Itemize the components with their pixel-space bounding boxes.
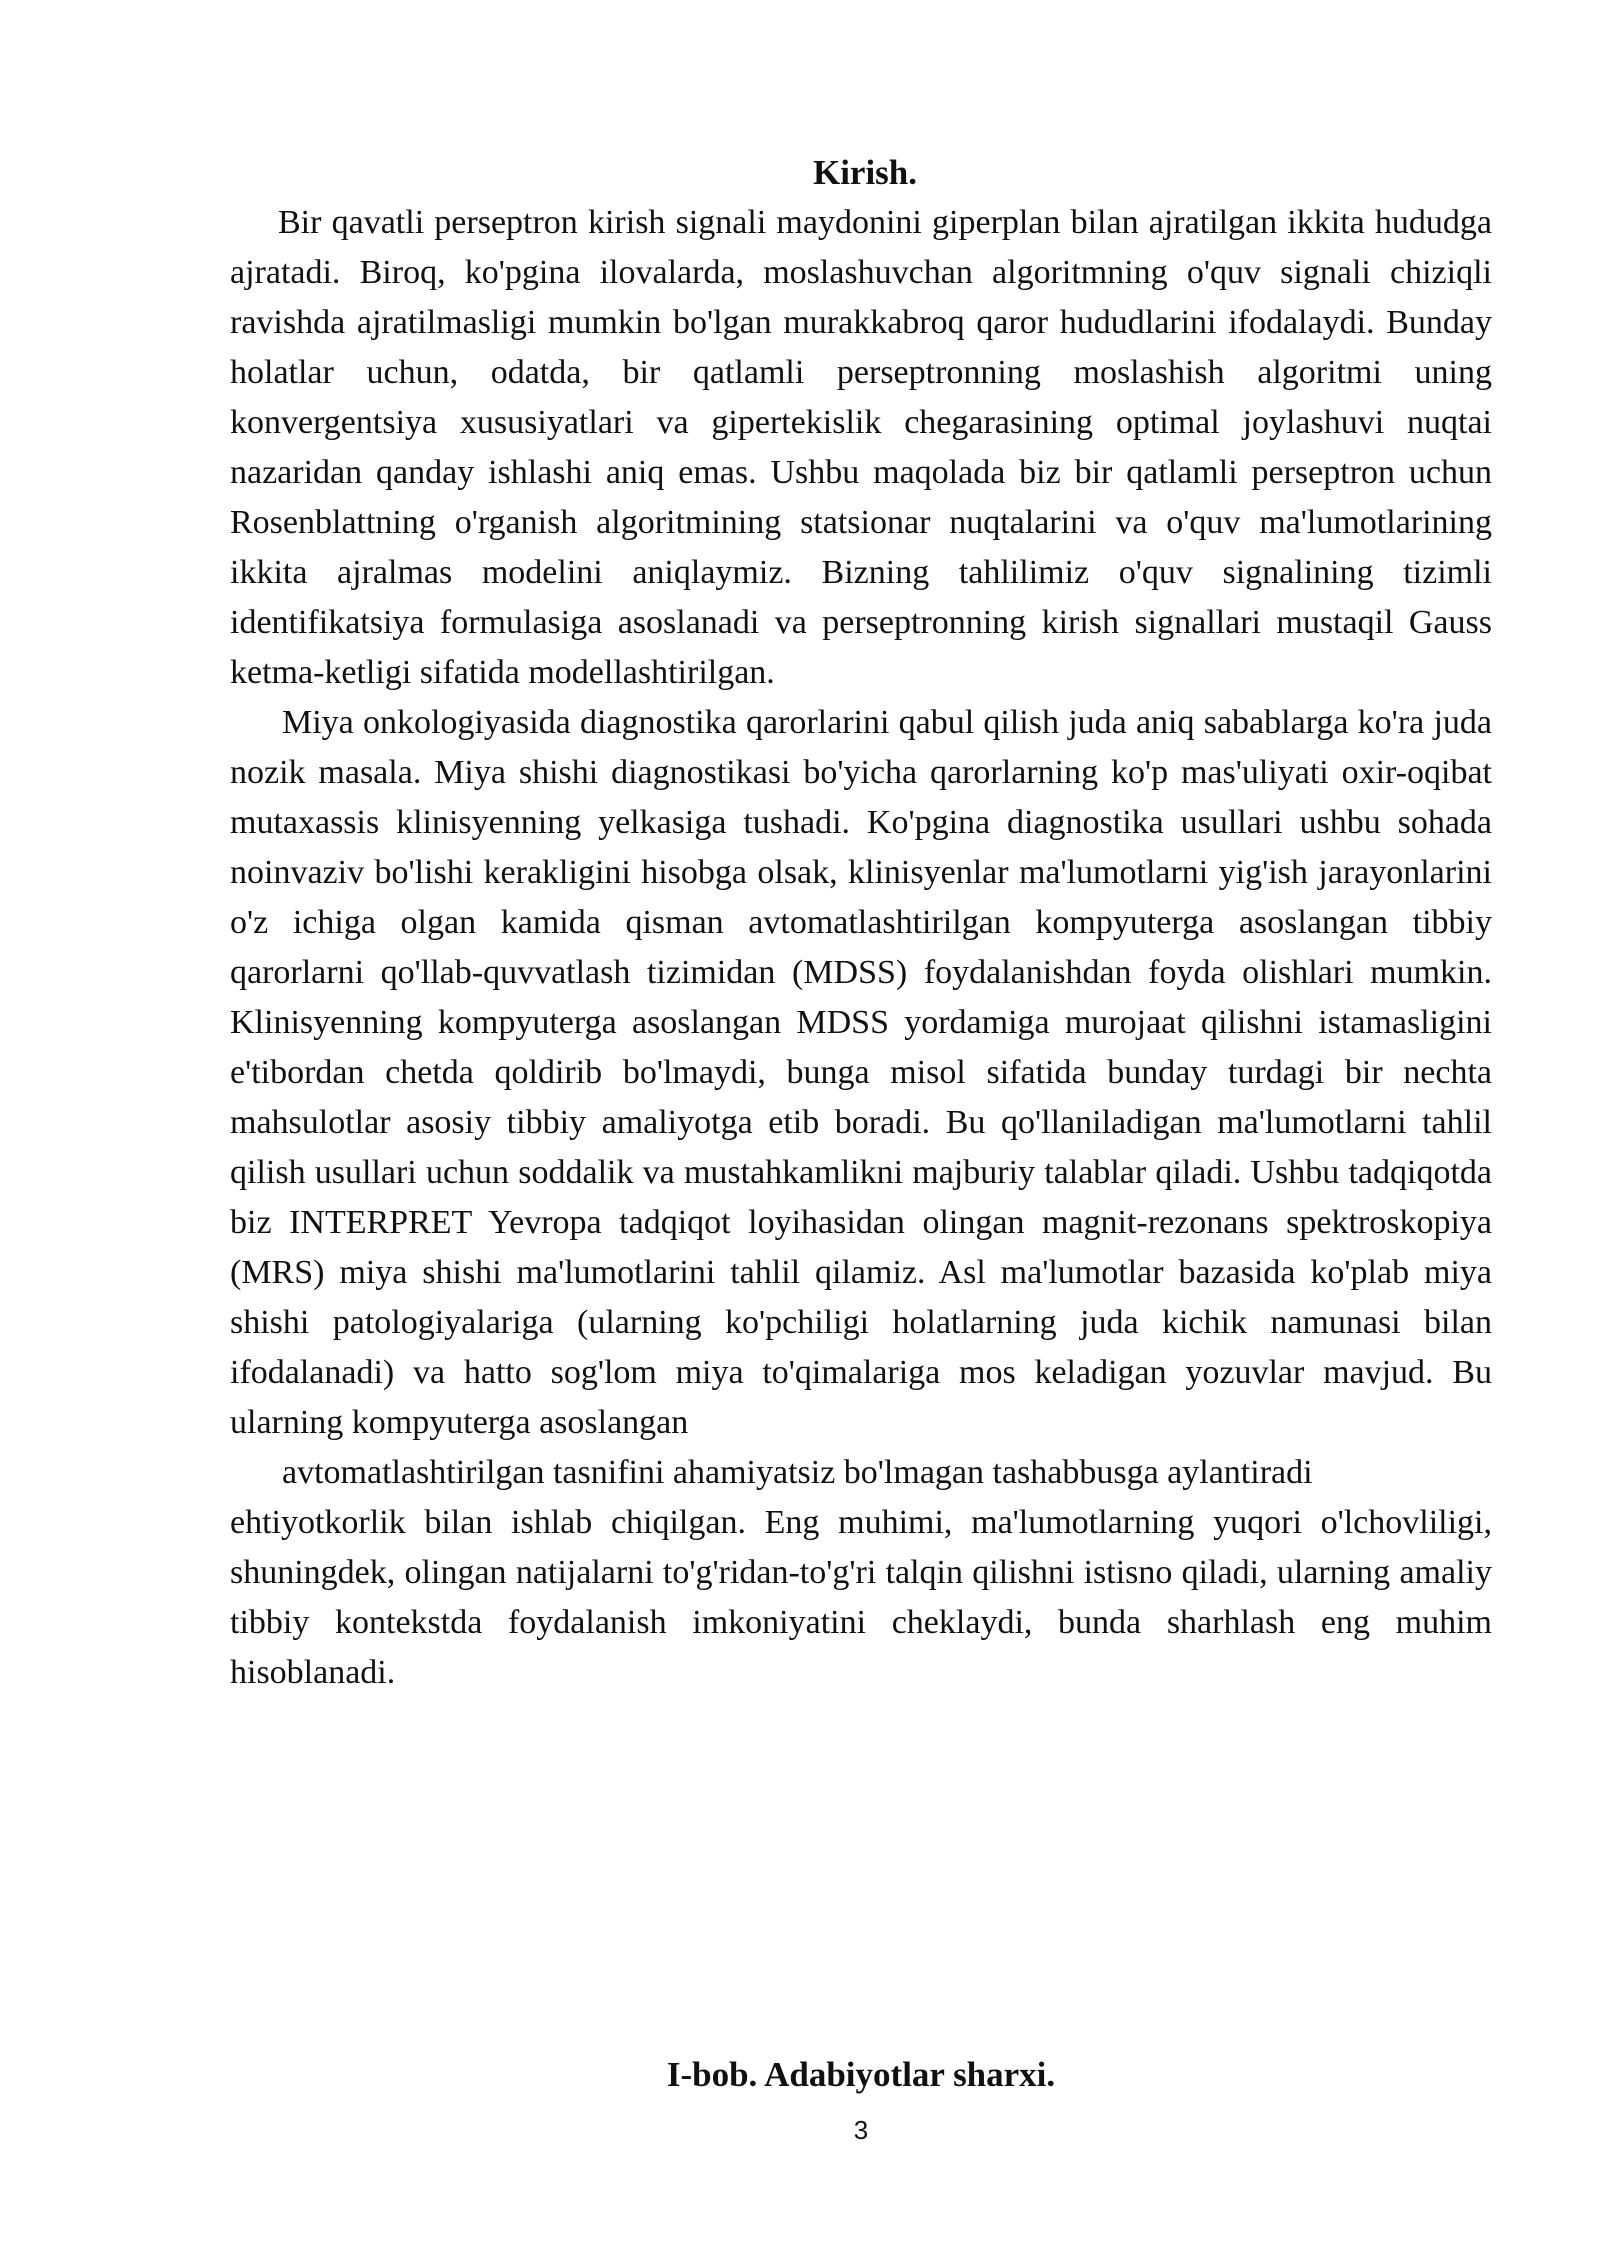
chapter-heading: I-bob. Adabiyotlar sharxi. (666, 2055, 1056, 2094)
paragraph-2-part-2: ehtiyotkorlik bilan ishlab chiqilgan. Eng muhimi, ma'lumotlarning yuqori o'lchovliligi, shuningdek, olingan natijalarni to'g'ridan-to'g'ri talqin qilishni istisno qiladi, ularning amaliy tibbiy kontekstda foydalanish imkoniyatini cheklaydi, bunda sharhlash eng muhim hisoblanadi. (230, 1504, 1492, 1691)
page-content (230, 148, 1492, 1698)
paragraph-2-part-1: Miya onkologiyasida diagnostika qarorlarini qabul qilish juda aniq sabablarga ko'ra juda nozik masala. Miya shishi diagnostikasi bo'yicha qarorlarning ko'p mas'uliyati oxir-oqibat mutaxassis klinisyenning yelkasiga tushadi. Ko'pgina diagnostika usullari ushbu sohada noinvaziv bo'lishi kerakligini hisobga olsak, klinisyenlar ma'lumotlarni yig'ish jarayonlarini o'z ichiga olgan kamida qisman avtomatlashtirilgan kompyuterga asoslangan tibbiy qarorlarni qo'llab-quvvatlash tizimidan (MDSS) foydalanishdan foyda olishlari mumkin. Klinisyenning kompyuterga asoslangan MDSS yordamiga murojaat qilishni istamasligini e'tibordan chetda qoldirib bo'lmaydi, bunga misol sifatida bunday turdagi bir nechta mahsulotlar asosiy tibbiy amaliyotga etib boradi. Bu qo'llaniladigan ma'lumotlarni tahlil qilish usullari uchun soddalik va mustahkamlikni majburiy talablar qiladi. Ushbu tadqiqotda biz INTERPRET Yevropa tadqiqot loyihasidan olingan magnit-rezonans spektroskopiya (MRS) miya shishi ma'lumotlarini tahlil qilamiz. Asl ma'lumotlar bazasida ko'plab miya shishi patologiyalariga (ularning ko'pchiligi holatlarning juda kichik namunasi bilan ifodalanadi) va hatto sog'lom miya to'qimalariga mos keladigan yozuvlar mavjud. Bu ularning kompyuterga asoslangan (230, 704, 1492, 1441)
page-number: 3 (853, 2115, 869, 2145)
paragraph-2-line-break: avtomatlashtirilgan tasnifini ahamiyatsiz bo'lmagan tashabbusga aylantiradi (282, 1454, 1313, 1491)
paragraph-1: Bir qavatli perseptron kirish signali maydonini giperplan bilan ajratilgan ikkita hududga ajratadi. Biroq, ko'pgina ilovalarda, moslashuvchan algoritmning o'quv signali chiziqli ravishda ajratilmasligi mumkin bo'lgan murakkabroq qaror hududlarini ifodalaydi. Bunday holatlar uchun, odatda, bir qatlamli perseptronning moslashish algoritmi uning konvergentsiya xususiyatlari va gipertekislik chegarasining optimal joylashuvi nuqtai nazaridan qanday ishlashi aniq emas. Ushbu maqolada biz bir qatlamli perseptron uchun Rosenblattning o'rganish algoritmining statsionar nuqtalarini va o'quv ma'lumotlarining ikkita ajralmas modelini aniqlaymiz. Bizning tahlilimiz o'quv signalining tizimli identifikatsiya formulasiga asoslanadi va perseptronning kirish signallari mustaqil Gauss ketma-ketligi sifatida modellashtirilgan. (230, 204, 1492, 691)
paragraph-2 (230, 698, 1492, 1698)
intro-heading: Kirish. (812, 153, 918, 192)
